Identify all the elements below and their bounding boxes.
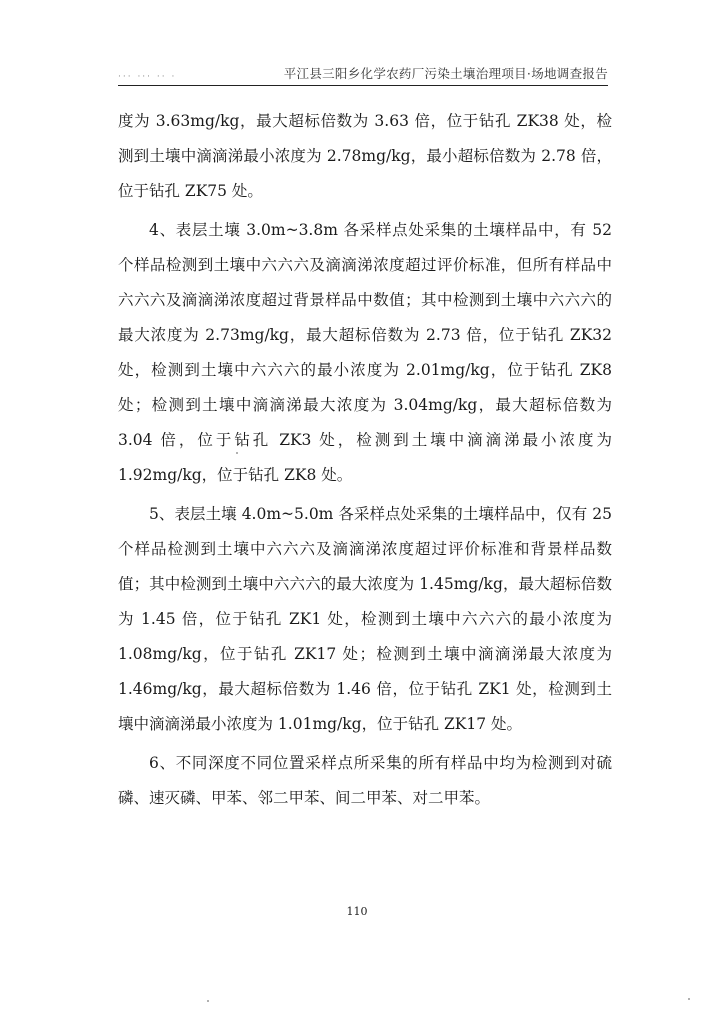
paragraph-5: 5、表层土壤 4.0m~5.0m 各采样点处采集的土壤样品中，仅有 25 个样品检测到土壤中六六六及滴滴涕浓度超过评价标准和背景样品数值；其中检测到土壤中六六六的最大浓度为 1.45mg/kg，最大超标倍数为 1.45 倍，位于钻孔 ZK1 处，检测到土壤中六六六的最小浓度为 1.08mg/kg，位于钻孔 ZK17 处；检测到土壤中滴滴涕最大浓度为 1.46mg/kg，最大超标倍数为 1.46 倍，位于钻孔 ZK1 处，检测到土壤中滴滴涕最小浓度为 1.01mg/kg，位于钻孔 ZK17 处。	[118, 505, 612, 733]
paragraph-6: 6、不同深度不同位置采样点所采集的所有样品中均为检测到对硫磷、速灭磷、甲苯、邻二甲苯、间二甲苯、对二甲苯。	[118, 754, 612, 807]
scan-speck	[688, 998, 690, 1000]
header-left-mark: ··· ··· ·· ·	[118, 72, 177, 82]
scan-speck	[236, 452, 238, 454]
page-number: 110	[346, 905, 368, 918]
paragraph-continued: 度为 3.63mg/kg，最大超标倍数为 3.63 倍，位于钻孔 ZK38 处，检测到土壤中滴滴涕最小浓度为 2.78mg/kg，最小超标倍数为 2.78 倍，位于钻孔 ZK75 处。	[118, 112, 612, 200]
paragraph-4: 4、表层土壤 3.0m~3.8m 各采样点处采集的土壤样品中，有 52 个样品检测到土壤中六六六及滴滴涕浓度超过评价标准，但所有样品中六六六及滴滴涕浓度超过背景样品中数值；其中检测到土壤中六六六的最大浓度为 2.73mg/kg，最大超标倍数为 2.73 倍，位于钻孔 ZK32 处，检测到土壤中六六六的最小浓度为 2.01mg/kg，位于钻孔 ZK8 处；检测到土壤中滴滴涕最大浓度为 3.04mg/kg，最大超标倍数为 3.04 倍，位于钻孔 ZK3 处，检测到土壤中滴滴涕最小浓度为 1.92mg/kg，位于钻孔 ZK8 处。	[118, 221, 612, 484]
running-header	[118, 64, 608, 86]
header-title: 平江县三阳乡化学农药厂污染土壤治理项目·场地调查报告	[283, 66, 608, 81]
scan-speck	[207, 1000, 209, 1002]
report-body	[118, 104, 612, 820]
